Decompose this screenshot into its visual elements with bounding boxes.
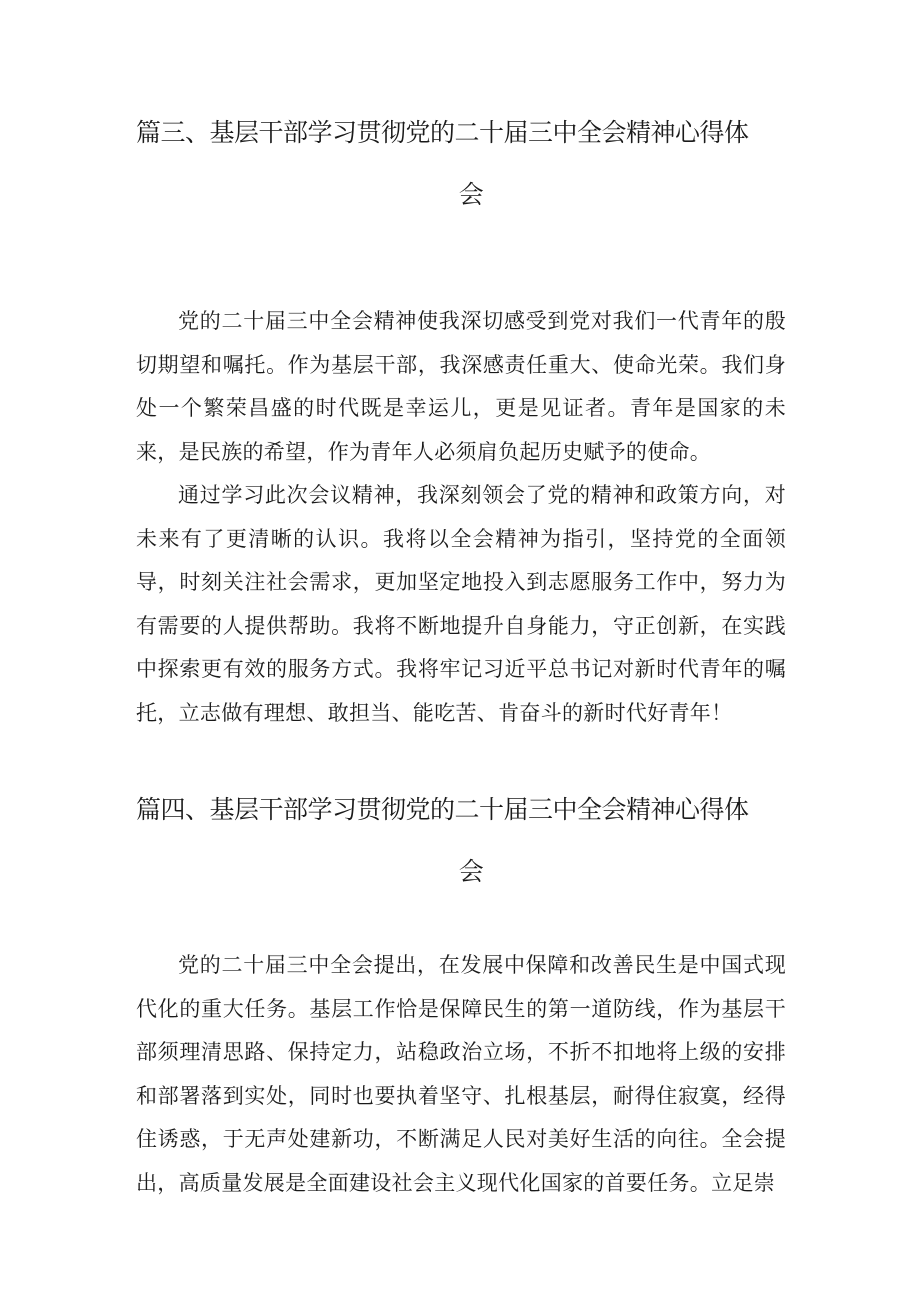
- section-3-paragraph-1: 党的二十届三中全会精神使我深切感受到党对我们一代青年的殷切期望和嘱托。作为基层干部，我深感责任重大、使命光荣。我们身处一个繁荣昌盛的时代既是幸运儿，更是见证者。青年是国家的未来，是民族的希望，作为青年人必须肩负起历史赋予的使命。: [136, 309, 786, 464]
- section-4-title-line1: 篇四、基层干部学习贯彻党的二十届三中全会精神心得体: [136, 795, 749, 824]
- section-4-paragraph-1: 党的二十届三中全会提出，在发展中保障和改善民生是中国式现代化的重大任务。基层工作恰是保障民生的第一道防线，作为基层干部须理清思路、保持定力，站稳政治立场，不折不扣地将上级的安排和部署落到实处，同时也要执着坚守、扎根基层，耐得住寂寞，经得住诱惑，于无声处建新功，不断满足人民对美好生活的向往。全会提出，高质量发展是全面建设社会主义现代化国家的首要任务。立足崇: [136, 953, 786, 1195]
- section-4-title: [136, 779, 786, 903]
- section-3-title: [136, 102, 786, 226]
- section-3-paragraph-2: 通过学习此次会议精神，我深刻领会了党的精神和政策方向，对未来有了更清晰的认识。我将以全会精神为指引，坚持党的全面领导，时刻关注社会需求，更加坚定地投入到志愿服务工作中，努力为有需要的人提供帮助。我将不断地提升自身能力，守正创新，在实践中探索更有效的服务方式。我将牢记习近平总书记对新时代青年的嘱托，立志做有理想、敢担当、能吃苦、肯奋斗的新时代好青年！: [136, 483, 786, 725]
- section-3-title-line2: 会: [458, 180, 484, 209]
- section-4-title-line2: 会: [458, 857, 484, 886]
- section-3-title-line1: 篇三、基层干部学习贯彻党的二十届三中全会精神心得体: [136, 118, 749, 147]
